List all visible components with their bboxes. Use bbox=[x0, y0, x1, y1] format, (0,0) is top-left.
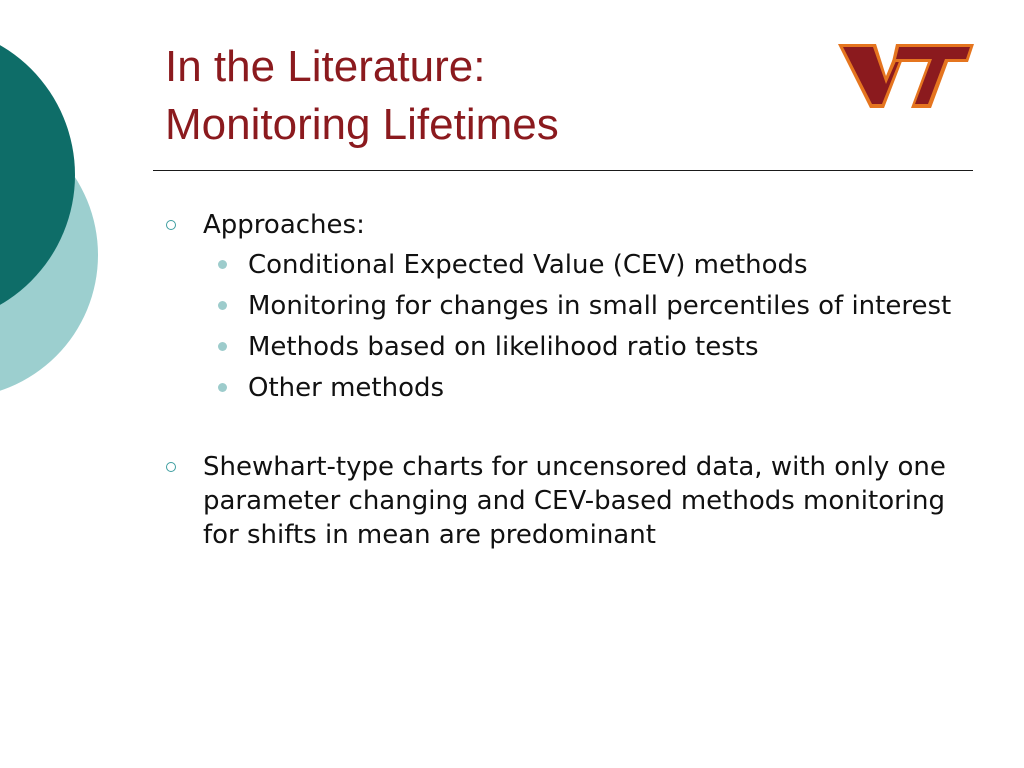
sub-bullet-text: Other methods bbox=[248, 373, 445, 403]
logo-v bbox=[843, 47, 900, 104]
dot-bullet-icon bbox=[218, 301, 227, 310]
bullet-approaches bbox=[160, 208, 970, 405]
hollow-circle-bullet-icon bbox=[166, 220, 176, 230]
sub-bullet-list bbox=[203, 248, 970, 405]
hollow-circle-bullet-icon bbox=[166, 462, 176, 472]
bullet-shewhart bbox=[160, 450, 970, 552]
spacer bbox=[160, 412, 970, 450]
sub-bullet-text: Methods based on likelihood ratio tests bbox=[248, 332, 759, 362]
sub-bullet-item bbox=[203, 330, 970, 364]
title-divider bbox=[153, 170, 973, 171]
slide-title bbox=[165, 38, 559, 154]
vt-logo bbox=[836, 42, 976, 110]
sub-bullet-text: Conditional Expected Value (CEV) methods bbox=[248, 250, 808, 280]
decorative-circles bbox=[0, 0, 110, 410]
sub-bullet-item bbox=[203, 248, 970, 282]
slide-body bbox=[160, 208, 970, 552]
bullet-text: Approaches: bbox=[203, 210, 365, 240]
sub-bullet-item bbox=[203, 289, 970, 323]
title-line-1: In the Literature: bbox=[165, 42, 486, 91]
dot-bullet-icon bbox=[218, 342, 227, 351]
dot-bullet-icon bbox=[218, 260, 227, 269]
bullet-text: Shewhart-type charts for uncensored data, with only one parameter changing and CEV-based methods monitoring for shifts in mean are predominant bbox=[203, 452, 946, 550]
sub-bullet-text: Monitoring for changes in small percentiles of interest bbox=[248, 291, 952, 321]
dot-bullet-icon bbox=[218, 383, 227, 392]
title-line-2: Monitoring Lifetimes bbox=[165, 100, 559, 149]
sub-bullet-item bbox=[203, 371, 970, 405]
